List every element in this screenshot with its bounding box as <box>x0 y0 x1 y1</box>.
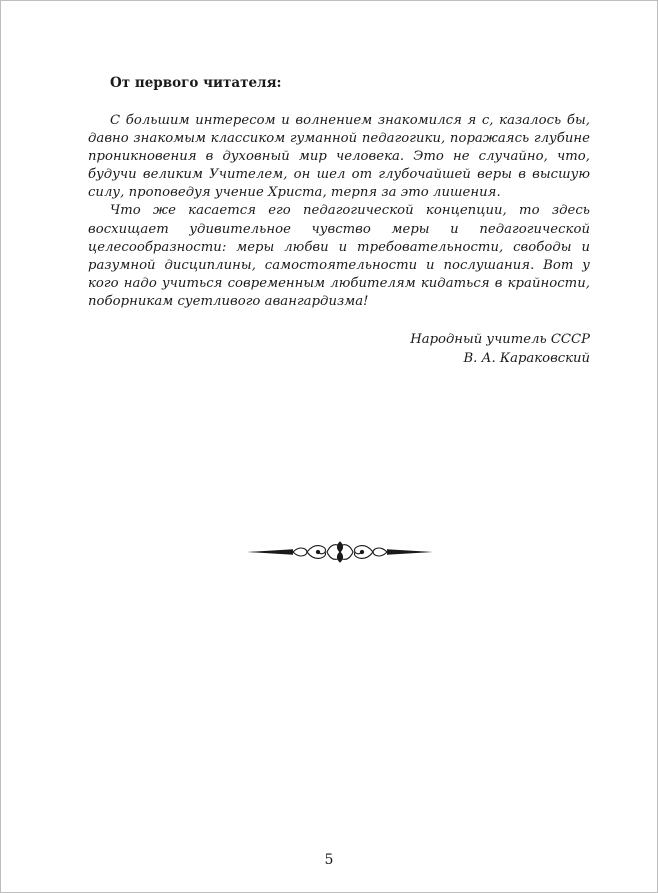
decorative-divider-icon <box>245 536 435 568</box>
signature-title: Народный учитель СССР <box>410 332 590 348</box>
page-content <box>88 74 590 368</box>
section-heading: От первого читателя: <box>110 75 282 91</box>
signature <box>88 331 590 368</box>
page-number: 5 <box>324 852 334 868</box>
paragraph-2: Что же касается его педагогической концепции, то здесь восхищает удивительное чувство меры и педагогической целесообразности: меры любви и требовательности, свободы и разумной дисциплины, самостоятельности и послушания. Вот у кого надо учиться современным любителям кидаться в крайности, поборникам суетливого авангардизма! <box>88 203 590 309</box>
paragraph-1: С большим интересом и волнением знакомился я с, казалось бы, давно знакомым классиком гуманной педагогики, поражаясь глубине проникновения в духовный мир человека. Это не случайно, что, будучи великим Учителем, он шел от глубочайшей веры в высшую силу, проповедуя учение Христа, терпя за это лишения. <box>88 113 590 201</box>
signature-name: В. А. Караковский <box>463 350 590 366</box>
